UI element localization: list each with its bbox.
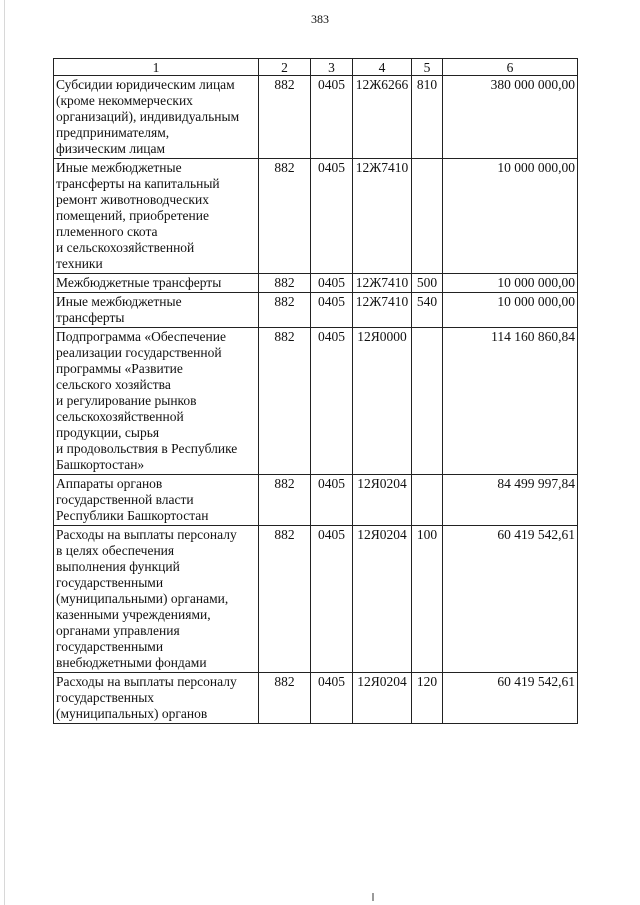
table-row [54, 475, 578, 526]
row-name: Межбюджетные трансферты [54, 274, 259, 293]
table-row [54, 673, 578, 724]
page-number: 383 [311, 12, 329, 26]
row-amount: 84 499 997,84 [443, 475, 578, 526]
row-amount: 114 160 860,84 [443, 328, 578, 475]
row-expense-type: 540 [412, 293, 443, 328]
table-body [54, 76, 578, 724]
row-ministry-code: 882 [259, 76, 311, 159]
row-section-code: 0405 [311, 328, 353, 475]
row-name: Расходы на выплаты персоналу в целях обеспечения выполнения функций государственными (муниципальными) органами, казенными учреждениями, органами управления государственными внебюджетными фондами [54, 526, 259, 673]
row-ministry-code: 882 [259, 159, 311, 274]
row-amount: 10 000 000,00 [443, 274, 578, 293]
header-cell-3: 3 [311, 59, 353, 76]
table-row [54, 328, 578, 475]
scan-left-edge [4, 0, 5, 905]
row-section-code: 0405 [311, 159, 353, 274]
row-ministry-code: 882 [259, 293, 311, 328]
row-amount: 10 000 000,00 [443, 293, 578, 328]
table-row [54, 526, 578, 673]
header-row [54, 59, 578, 76]
row-name: Подпрограмма «Обеспечение реализации государственной программы «Развитие сельского хозяйства и регулирование рынков сельскохозяйственной продукции, сырья и продовольствия в Республике Башкортостан» [54, 328, 259, 475]
header-cell-5: 5 [412, 59, 443, 76]
row-target-code: 12Ж7410 [353, 159, 412, 274]
row-target-code: 12Я0000 [353, 328, 412, 475]
scan-mark [372, 893, 374, 901]
row-name: Расходы на выплаты персоналу государственных (муниципальных) органов [54, 673, 259, 724]
row-expense-type: 810 [412, 76, 443, 159]
table-row [54, 293, 578, 328]
row-expense-type: 120 [412, 673, 443, 724]
table-row [54, 274, 578, 293]
row-name: Иные межбюджетные трансферты [54, 293, 259, 328]
budget-table [53, 58, 578, 724]
row-section-code: 0405 [311, 673, 353, 724]
header-cell-2: 2 [259, 59, 311, 76]
row-ministry-code: 882 [259, 475, 311, 526]
row-amount: 60 419 542,61 [443, 673, 578, 724]
row-ministry-code: 882 [259, 526, 311, 673]
row-expense-type [412, 159, 443, 274]
row-target-code: 12Я0204 [353, 475, 412, 526]
row-target-code: 12Я0204 [353, 526, 412, 673]
row-ministry-code: 882 [259, 328, 311, 475]
row-section-code: 0405 [311, 76, 353, 159]
row-target-code: 12Ж7410 [353, 293, 412, 328]
row-expense-type: 100 [412, 526, 443, 673]
row-section-code: 0405 [311, 274, 353, 293]
row-target-code: 12Ж7410 [353, 274, 412, 293]
table-row [54, 159, 578, 274]
row-ministry-code: 882 [259, 274, 311, 293]
row-ministry-code: 882 [259, 673, 311, 724]
row-target-code: 12Я0204 [353, 673, 412, 724]
row-amount: 10 000 000,00 [443, 159, 578, 274]
header-cell-6: 6 [443, 59, 578, 76]
row-section-code: 0405 [311, 475, 353, 526]
row-expense-type [412, 475, 443, 526]
table-row [54, 76, 578, 159]
row-target-code: 12Ж6266 [353, 76, 412, 159]
row-name: Аппараты органов государственной власти Республики Башкортостан [54, 475, 259, 526]
row-section-code: 0405 [311, 293, 353, 328]
header-cell-4: 4 [353, 59, 412, 76]
row-amount: 380 000 000,00 [443, 76, 578, 159]
row-name: Субсидии юридическим лицам (кроме некоммерческих организаций), индивидуальным предпринимателям, физическим лицам [54, 76, 259, 159]
row-name: Иные межбюджетные трансферты на капитальный ремонт животноводческих помещений, приобретение племенного скота и сельскохозяйственной техники [54, 159, 259, 274]
row-amount: 60 419 542,61 [443, 526, 578, 673]
row-expense-type: 500 [412, 274, 443, 293]
row-expense-type [412, 328, 443, 475]
header-cell-1: 1 [54, 59, 259, 76]
row-section-code: 0405 [311, 526, 353, 673]
table-header [54, 59, 578, 76]
